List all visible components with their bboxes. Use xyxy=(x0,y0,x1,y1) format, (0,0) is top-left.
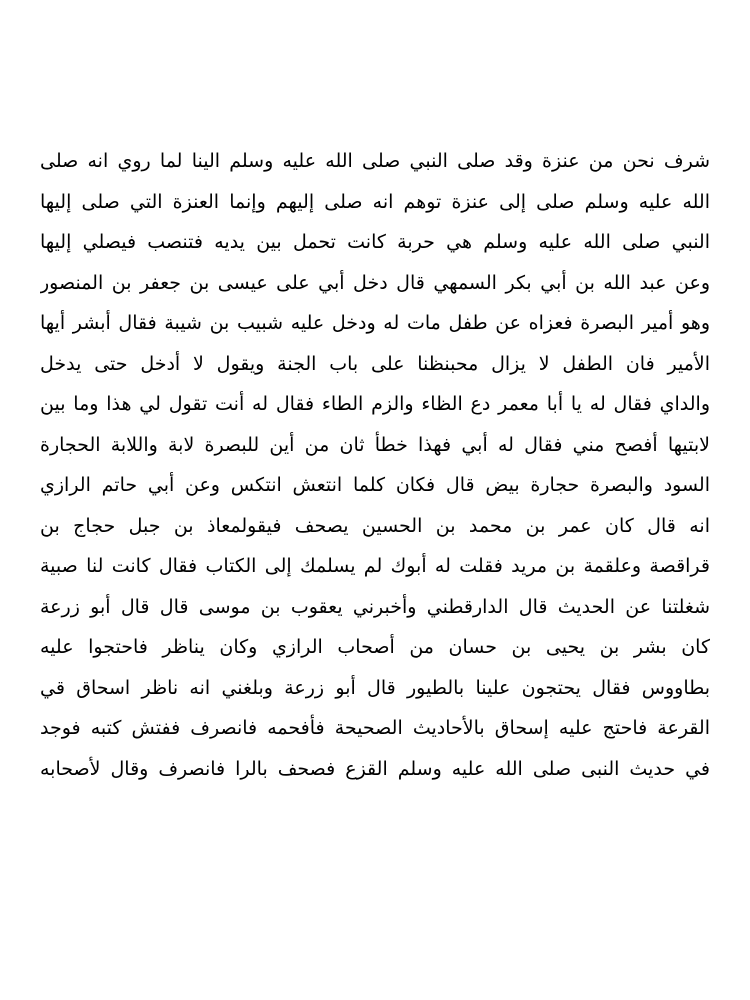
text-line: شرف نحن من عنزة وقد صلى النبي صلى الله عليه وسلم الينا لما روي انه صلى xyxy=(40,150,710,172)
text-line: النبي صلى الله عليه وسلم هي حربة كانت تحمل بين يديه فتنصب فيصلي إليها xyxy=(40,231,710,253)
body-text xyxy=(40,141,710,789)
text-line: شغلتنا عن الحديث قال الدارقطني وأخبرني يعقوب بن موسى قال قال أبو زرعة xyxy=(40,595,710,618)
text-line: انه قال كان عمر بن محمد بن الحسين يصحف فيقولمعاذ بن جبل حجاج بن xyxy=(40,514,710,537)
text-line: لابتيها أفصح مني فقال له أبي فهذا خطأ ثان من أين للبصرة لابة واللابة الحجارة xyxy=(40,433,710,456)
text-line: السود والبصرة حجارة بيض قال فكان كلما انتعش انتكس وعن أبي حاتم الرازي xyxy=(40,474,710,496)
text-line: الأمير فان الطفل لا يزال محبنظنا على باب الجنة ويقول لا أدخل حتى يدخل xyxy=(40,352,710,375)
text-line: كان بشر بن يحيى بن حسان من أصحاب الرازي وكان يناظر فاحتجوا عليه xyxy=(40,636,710,658)
text-line: بطاووس فقال يحتجون علينا بالطيور قال أبو زرعة وبلغني انه ناظر اسحاق قي xyxy=(40,676,710,699)
text-line: القرعة فاحتج عليه إسحاق بالأحاديث الصحيحة فأفحمه فانصرف ففتش كتبه فوجد xyxy=(40,717,710,739)
text-line: والداي فقال له يا أبا معمر دع الظاء والزم الطاء فقال له أنت تقول لي هذا وما بين xyxy=(40,393,710,415)
text-line: وهو أمير البصرة فعزاه عن طفل مات له ودخل عليه شبيب بن شيبة فقال أبشر أيها xyxy=(40,312,710,334)
text-line: في حديث النبى صلى الله عليه وسلم القزع فصحف بالرا فانصرف وقال لأصحابه xyxy=(40,757,710,780)
text-line: وعن عبد الله بن أبي بكر السمهي قال دخل أبي على عيسى بن جعفر بن المنصور xyxy=(40,271,710,294)
text-line: الله عليه وسلم صلى إلى عنزة توهم انه صلى إليهم وإنما العنزة التي صلى إليها xyxy=(40,190,710,213)
text-line: قراقصة وعلقمة بن مريد فقلت له أبوك لم يسلمك إلى الكتاب فقال كانت لنا صبية xyxy=(40,555,710,577)
